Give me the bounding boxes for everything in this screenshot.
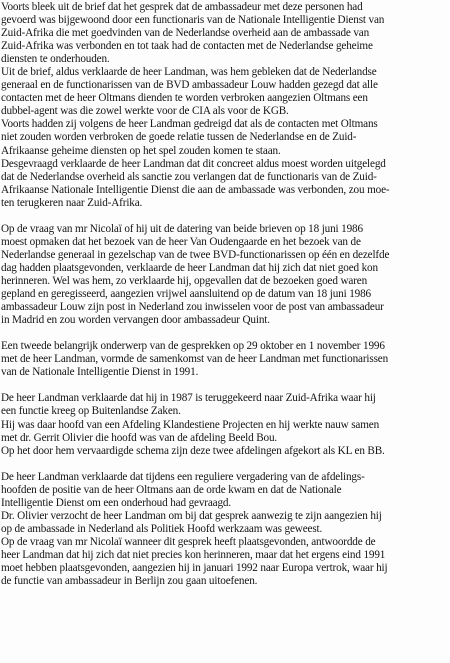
text-line: dubbel-agent was die zowel werkte voor de CIA als voor de KGB.	[1, 105, 289, 118]
text-line: De heer Landman verklaarde dat hij in 1987 is teruggekeerd naar Zuid-Afrika waar hij	[1, 392, 376, 405]
text-line: Voorts bleek uit de brief dat het gesprek dat de ambassadeur met deze personen had	[1, 1, 363, 13]
paragraph-spacer	[1, 210, 444, 223]
text-line: heer Landman dat hij zich dat niet precies kon herinneren, maar dat het ergens eind 1991	[1, 548, 386, 561]
text-line: een functie kreeg op Buitenlandse Zaken.	[1, 405, 181, 418]
text-line: de functie van ambassadeur in Berlijn zou gaan uitoefenen.	[1, 575, 258, 588]
paragraph	[1, 419, 444, 445]
paragraph	[1, 340, 444, 379]
text-line: van de Nationale Intelligentie Dienst in 1991.	[1, 366, 199, 379]
text-line: met dr. Gerrit Olivier die hoofd was van de afdeling Beeld Bou.	[1, 431, 278, 444]
text-line: gevoerd was bijgewoond door een functionaris van de Nationale Intelligentie Dienst van	[1, 14, 385, 27]
text-line: met de heer Landman, vormde de samenkomst van de heer Landman met functionarissen	[1, 353, 389, 366]
text-line: Zuid-Afrika was verbonden en tot taak had de contacten met de Nederlandse geheime	[1, 40, 373, 53]
paragraph	[1, 118, 444, 157]
text-line: hoofden de positie van de heer Oltmans aan de orde kwam en dat de Nationale	[1, 483, 342, 496]
text-line: moest opmaken dat het bezoek van de heer Van Oudengaarde en het bezoek van de	[1, 235, 361, 248]
text-line: in Madrid en zou worden vervangen door ambassadeur Quint.	[1, 314, 270, 327]
text-line: Intelligentie Dienst om een onderhoud had gevraagd.	[1, 496, 232, 509]
text-line: Een tweede belangrijk onderwerp van de gesprekken op 29 oktober en 1 november 1996	[1, 340, 385, 353]
text-line: Zuid-Afrika die met goedvinden van de Nederlandse overheid aan de ambassade van	[1, 27, 370, 40]
paragraph	[1, 471, 444, 510]
text-line: Op het door hem vervaardigde schema zijn deze twee afdelingen afgekort als KL en BB.	[1, 444, 385, 457]
text-line: Uit de brief, aldus verklaarde de heer Landman, was hem gebleken dat de Nederlandse	[1, 66, 377, 79]
text-line: ten terugkeren naar Zuid-Afrika.	[1, 196, 143, 209]
text-line: Nederlandse generaal in gezelschap van de twee BVD-functionarissen op één en dezelfde	[1, 248, 390, 261]
text-line: Voorts hadden zij volgens de heer Landman gedreigd dat als de contacten met Oltmans	[1, 118, 378, 131]
text-line: moet hebben plaatsgevonden, aangezien hij in januari 1992 naar Europa vertrok, waar hij	[1, 562, 388, 575]
paragraph	[1, 510, 444, 536]
text-line: Dr. Olivier verzocht de heer Landman om bij dat gesprek aanwezig te zijn aangezien hij	[1, 509, 382, 522]
text-line: dat de Nederlandse overheid als sanctie zou verlangen dat de functionaris van de Zuid-	[1, 170, 377, 183]
text-line: herinneren. Wel was hem, zo verklaarde hij, opgevallen dat de bezoeken goed waren	[1, 274, 368, 287]
text-line: contacten met de heer Oltmans dienden te worden verbroken aangezien Oltmans een	[1, 92, 368, 105]
text-line: Afrikaanse geheime diensten op het spel zouden komen te staan.	[1, 144, 281, 157]
text-line: ambassadeur Louw zijn post in Nederland zou inwisselen voor de post van ambassadeur	[1, 301, 384, 314]
paragraph	[1, 392, 444, 418]
text-line: Hij was daar hoofd van een Afdeling Klandestiene Projecten en hij werkte nauw samen	[1, 418, 380, 431]
paragraph	[1, 223, 444, 327]
text-line: dag hadden plaatsgevonden, verklaarde de heer Landman dat hij zich dat niet goed kon	[1, 261, 378, 274]
paragraph	[1, 1, 444, 66]
paragraph	[1, 445, 444, 458]
paragraph-spacer	[1, 327, 444, 340]
paragraph-spacer	[1, 458, 444, 471]
text-line: Op de vraag van mr Nicolaï wanneer dit gesprek heeft plaatsgevonden, antwoordde de	[1, 535, 376, 548]
text-line: Op de vraag van mr Nicolaï of hij uit de datering van beide brieven op 18 juni 1986	[1, 222, 363, 235]
paragraph-spacer	[1, 379, 444, 392]
text-line: diensten te onderhouden.	[1, 53, 110, 66]
paragraph	[1, 158, 444, 210]
text-line: Afrikaanse Nationale Intelligentie Dienst die aan de ambassade was verbonden, zou moe-	[1, 183, 390, 196]
text-line: gepland en geregisseerd, aangezien vrijwel aansluitend op de datum van 18 juni 1986	[1, 288, 371, 301]
text-line: Desgevraagd verklaarde de heer Landman dat dit concreet aldus moest worden uitgelegd	[1, 157, 386, 170]
paragraph	[1, 66, 444, 118]
text-line: op de ambassade in Nederland als Politiek Hoofd werkzaam was geweest.	[1, 522, 323, 535]
text-line: niet zouden worden verbroken de goede relatie tussen de Nederlandse en de Zuid-	[1, 131, 357, 144]
paragraph	[1, 536, 444, 588]
text-line: De heer Landman verklaarde dat tijdens een reguliere vergadering van de afdelings-	[1, 470, 365, 483]
text-line: generaal en de functionarissen van de BVD ambassadeur Louw hadden gezegd dat alle	[1, 79, 378, 92]
